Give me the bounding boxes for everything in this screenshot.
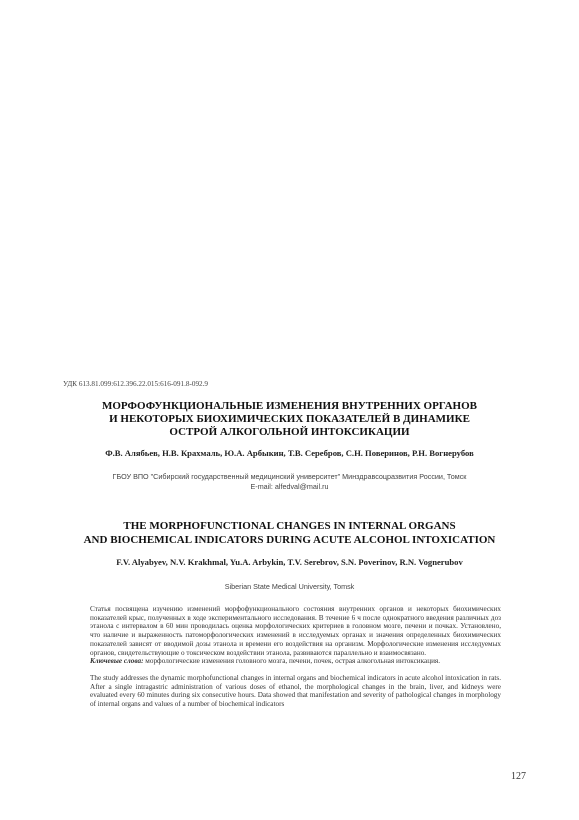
affiliation-ru-line-1: ГБОУ ВПО "Сибирский государственный медицинский университет" Минздравсоцразвития России, Томск bbox=[112, 472, 467, 481]
article-title-ru bbox=[40, 400, 539, 439]
title-en-line-1: THE MORPHOFUNCTIONAL CHANGES IN INTERNAL ORGANS bbox=[123, 520, 456, 532]
affiliation-ru-email: E-mail: alfedval@mail.ru bbox=[250, 482, 329, 491]
authors-en: F.V. Alyabyev, N.V. Krakhmal, Yu.A. Arbykin, T.V. Serebrov, S.N. Poverinov, R.N. Vognerubov bbox=[116, 557, 463, 567]
title-ru-line-1: МОРФОФУНКЦИОНАЛЬНЫЕ ИЗМЕНЕНИЯ ВНУТРЕННИХ ОРГАНОВ bbox=[101, 400, 477, 412]
keywords-label-ru: Ключевые слова: bbox=[90, 657, 144, 666]
article-title-en bbox=[40, 519, 539, 547]
abstract-ru-body: Статья посвящена изучению изменений морфофункционального состояния внутренних органов и некоторых биохимических показателей крыс, полученных в ходе экспериментального исследования. В течение 6 ч после однократного введения различных доз этанола с интервалом в 60 мин проводилась оценка морфологических критериев в головном мозге, печени и почках. Установлено, что наличие и выраженность патоморфологических изменений в исследуемых органах и значения определенных биохимических показателей зависят от вводимой дозы этанола и времени его воздействия на организм. Морфологические изменения исследуемых органов, свидетельствующие о токсическом воздействии этанола, развиваются параллельно и взаимосвязано. bbox=[90, 605, 501, 657]
abstract-ru bbox=[90, 605, 501, 666]
abstract-en bbox=[90, 674, 501, 709]
authors-ru: Ф.В. Алябьев, Н.В. Крахмаль, Ю.А. Арбыкин, Т.В. Серебров, С.Н. Поверинов, Р.Н. Вогнерубов bbox=[105, 448, 474, 458]
affiliation-en: Siberian State Medical University, Tomsk bbox=[224, 582, 355, 591]
udc-code: УДК 613.81.099:612.396.22.015:616-091.8-092.9 bbox=[63, 380, 209, 388]
abstract-en-body: The study addresses the dynamic morphofunctional changes in internal organs and biochemical indicators in acute alcohol intoxication in rats. After a single intragastric administration of various doses of ethanol, the morphological changes in the brain, liver, and kidneys were evaluated every 60 minutes during six consecutive hours. Data showed that manifestation and severity of pathological changes in morphology of internal organs and values of a number of biochemical indicators bbox=[90, 674, 501, 709]
title-ru-line-2: И НЕКОТОРЫХ БИОХИМИЧЕСКИХ ПОКАЗАТЕЛЕЙ В ДИНАМИКЕ bbox=[109, 413, 470, 425]
title-ru-line-3: ОСТРОЙ АЛКОГОЛЬНОЙ ИНТОКСИКАЦИИ bbox=[169, 426, 410, 438]
affiliation-ru bbox=[40, 472, 539, 492]
page-number: 127 bbox=[511, 771, 526, 782]
keywords-ru: морфологические изменения головного мозга, печени, почек, острая алкогольная интоксикация. bbox=[145, 657, 441, 666]
title-en-line-2: AND BIOCHEMICAL INDICATORS DURING ACUTE ALCOHOL INTOXICATION bbox=[83, 534, 496, 546]
